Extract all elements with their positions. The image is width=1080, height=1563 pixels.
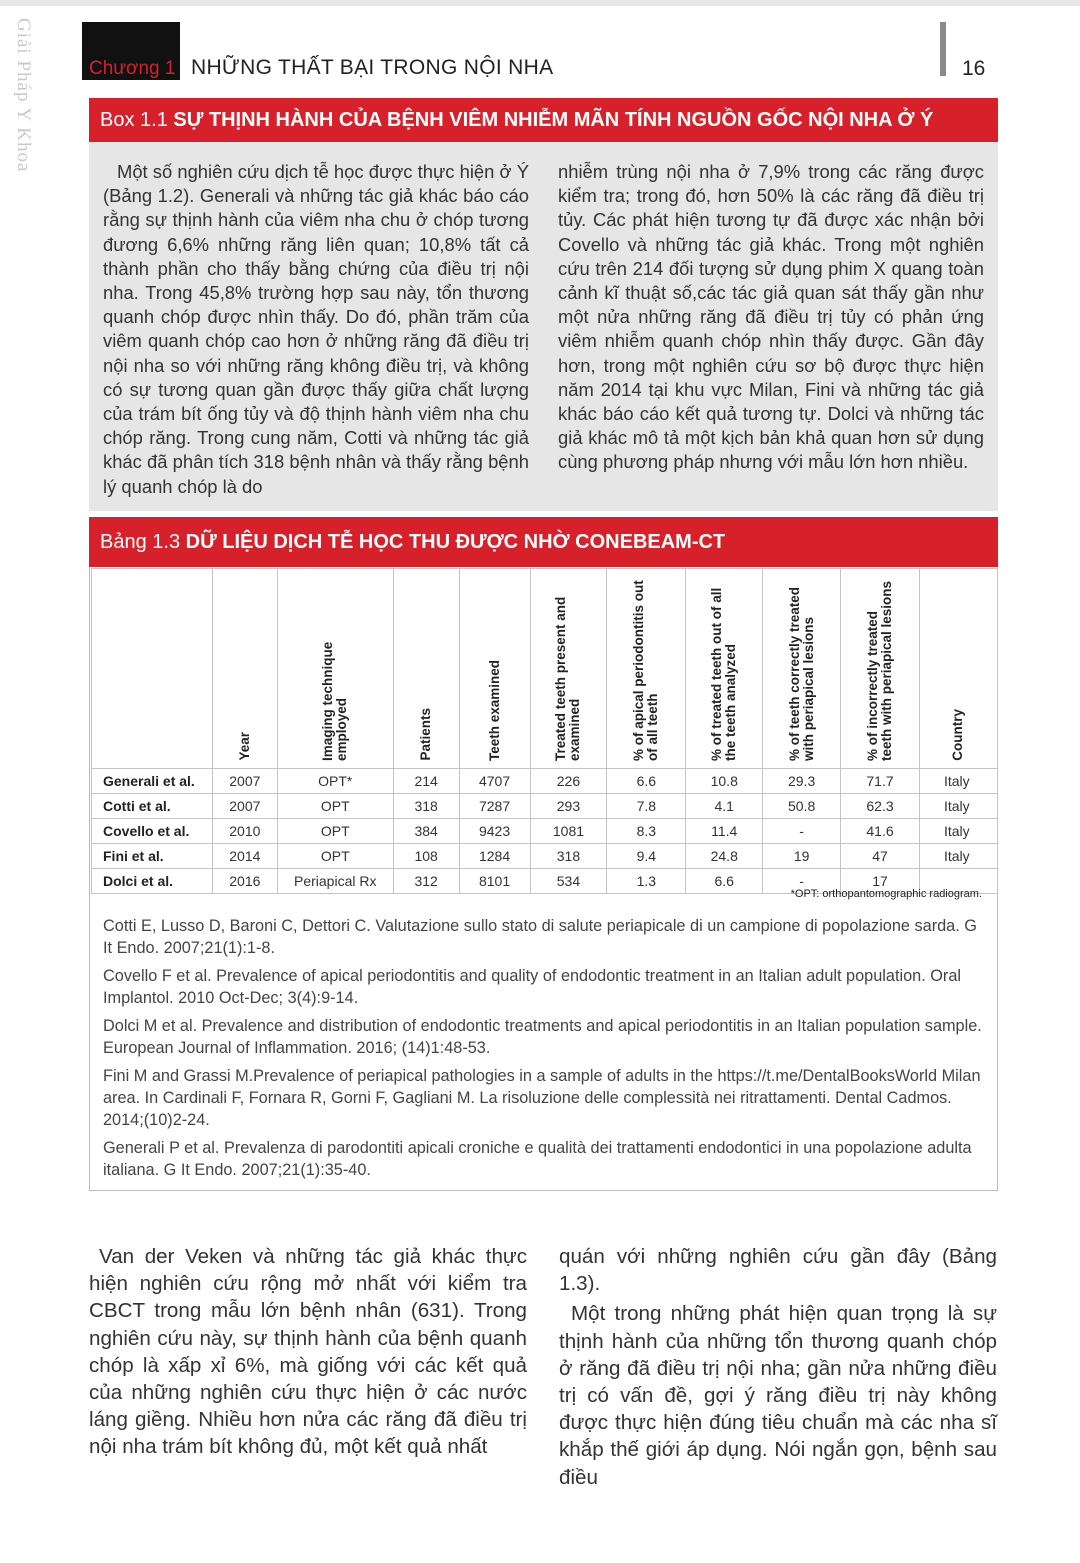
reference-item: Fini M and Grassi M.Prevalence of periapical pathologies in a sample of adults in the https://t.me/DentalBooksWorld Milan area. In Cardinali F, Fornara R, Gorni F, Gagliani M. La risoluzione delle complessità nei ritrattamenti. Dental Cadmos. 2014;(10)2-24. <box>103 1067 981 1129</box>
table-cell: 4.1 <box>686 794 763 819</box>
table-cell: 9423 <box>459 819 530 844</box>
column-header <box>92 569 213 769</box>
table-cell: Generali et al. <box>92 769 213 794</box>
box-text-left: Một số nghiên cứu dịch tễ học được thực hiện ở Ý (Bảng 1.2). Generali và những tác giả khác báo cáo rằng sự thịnh hành của viêm nha chu ở chóp tương đương 6,6% những răng liên quan; 10,8% tất cả thành phần cho thấy bằng chứng của điều trị nội nha. Trong 45,8% trường hợp sau này, tổn thương quanh chóp được nhìn thấy. Do đó, phần trăm của viêm quanh chóp cao hơn ở những răng đã điều trị nội nha so với những răng không điều trị, và không có sự tương quan gần được thấy giữa chất lượng của trám bít ống tủy và độ thịnh hành viêm nha chu chóp răng. Trong cung năm, Cotti và những tác giả khác đã phân tích 318 bệnh nhân và thấy rằng bệnh lý quanh chóp là do <box>103 161 529 497</box>
table-cell: 50.8 <box>763 794 841 819</box>
box-label: Box 1.1 <box>100 109 168 131</box>
table-cell: Italy <box>919 844 997 869</box>
body-text-left <box>89 1243 527 1461</box>
table-cell: 293 <box>530 794 607 819</box>
body-paragraph: Van der Veken và những tác giả khác thực hiện nghiên cứu rộng mở nhất với kiểm tra CBCT trong mẫu lớn bệnh nhân (631). Trong nghiên cứu này, sự thịnh hành của bệnh quanh chóp là xấp xỉ 6%, mà giống với các kết quả của những nghiên cứu thực hiện ở các nước láng giềng. Nhiều hơn nửa các răng đã điều trị nội nha trám bít không đủ, một kết quả nhất <box>89 1245 527 1459</box>
box-header <box>89 98 998 142</box>
table-cell: 318 <box>393 794 459 819</box>
table-cell: 19 <box>763 844 841 869</box>
table-cell: 7287 <box>459 794 530 819</box>
table-cell: 2010 <box>212 819 277 844</box>
page-number: 16 <box>962 57 986 80</box>
table-cell: 384 <box>393 819 459 844</box>
table-cell: 41.6 <box>841 819 920 844</box>
column-header: Teeth examined <box>459 569 530 769</box>
table-cell: 17 <box>841 869 920 894</box>
table-cell: 1.3 <box>607 869 686 894</box>
column-header: Year <box>212 569 277 769</box>
top-strip <box>0 0 1080 6</box>
chapter-title: NHỮNG THẤT BẠI TRONG NỘI NHA <box>191 56 554 79</box>
table-cell: 534 <box>530 869 607 894</box>
chapter-header <box>82 22 1002 80</box>
column-header: % of treated teeth out of all the teeth analyzed <box>686 569 763 769</box>
table-cell: 312 <box>393 869 459 894</box>
table-1-3 <box>89 517 998 1191</box>
table-cell: Italy <box>919 769 997 794</box>
table-cell: OPT* <box>277 769 393 794</box>
table-cell: 47 <box>841 844 920 869</box>
table-cell: 318 <box>530 844 607 869</box>
table-cell: 10.8 <box>686 769 763 794</box>
table-cell: OPT <box>277 819 393 844</box>
box-text-right: nhiễm trùng nội nha ở 7,9% trong các răng được kiểm tra; trong đó, hơn 50% là các răng đã điều trị tủy. Các phát hiện tương tự đã được xác nhận bởi Covello và những tác giả khác. Trong một nghiên cứu trên 214 đối tượng sử dụng phim X quang toàn cảnh kĩ thuật số,các tác giả quan sát thấy gần như một nửa những răng đã điều trị tủy có phản ứng viêm nhiễm quanh chóp nhìn thấy được. Gần đây hơn, trong một nghiên cứu sơ bộ được thực hiện năm 2014 tại khu vực Milan, Fini và những tác giả khác báo cáo kết quả tương tự. Dolci và những tác giả khác mô tả một kịch bản khả quan hơn sử dụng cùng phương pháp nhưng với mẫu lớn hơn nhiều. <box>558 161 984 473</box>
table-cell: 1284 <box>459 844 530 869</box>
reference-item: Dolci M et al. Prevalence and distribution of endodontic treatments and apical periodontitis in an Italian population sample. European Journal of Inflammation. 2016; (14)1:48-53. <box>103 1017 982 1057</box>
reference-item: Covello F et al. Prevalence of apical periodontitis and quality of endodontic treatment in an Italian adult population. Oral Implantol. 2010 Oct-Dec; 3(4):9-14. <box>103 967 962 1007</box>
table-cell: 2016 <box>212 869 277 894</box>
table-cell: Covello et al. <box>92 819 213 844</box>
reference-list <box>103 915 987 1187</box>
body-text-right <box>559 1243 997 1491</box>
column-header: % of incorrectly treated teeth with periapical lesions <box>841 569 920 769</box>
table-label: Bảng 1.3 <box>100 531 181 553</box>
table-cell: 4707 <box>459 769 530 794</box>
column-header: Country <box>919 569 997 769</box>
chapter-label: Chương 1 <box>89 58 176 79</box>
data-table <box>91 568 998 894</box>
table-cell: OPT <box>277 794 393 819</box>
page-divider <box>940 22 946 76</box>
table-cell: Italy <box>919 819 997 844</box>
column-header: Patients <box>393 569 459 769</box>
table-cell: 6.6 <box>607 769 686 794</box>
table-cell: Periapical Rx <box>277 869 393 894</box>
table-cell: Dolci et al. <box>92 869 213 894</box>
table-cell: 8.3 <box>607 819 686 844</box>
table-cell: 1081 <box>530 819 607 844</box>
reference-item: Cotti E, Lusso D, Baroni C, Dettori C. Valutazione sullo stato di salute periapicale di un campione di popolazione sarda. G It Endo. 2007;21(1):1-8. <box>103 917 977 957</box>
table-cell: 71.7 <box>841 769 920 794</box>
table-cell: - <box>763 869 841 894</box>
column-header: Treated teeth present and examined <box>530 569 607 769</box>
table-footnote: *OPT: orthopantomographic radiogram. <box>790 888 982 900</box>
box-1-1 <box>89 98 998 511</box>
reference-item: Generali P et al. Prevalenza di parodontiti apicali croniche e qualità dei trattamenti endodontici in una popolazione adulta italiana. G It Endo. 2007;21(1):35-40. <box>103 1139 972 1179</box>
table-cell: OPT <box>277 844 393 869</box>
table-row <box>92 794 998 819</box>
table-cell: 2007 <box>212 769 277 794</box>
table-cell: 214 <box>393 769 459 794</box>
table-header-row <box>92 569 998 769</box>
body-paragraph: Một trong những phát hiện quan trọng là sự thịnh hành của những tổn thương quanh chóp ở răng đã điều trị nội nha; gần nửa những điều trị có vấn đề, gợi ý răng điều trị này không được thực hiện đúng tiêu chuẩn mà các nha sĩ khắp thế giới áp dụng. Nói ngắn gọn, bệnh sau điều <box>559 1302 997 1489</box>
table-cell: 29.3 <box>763 769 841 794</box>
body-paragraph: quán với những nghiên cứu gần đây (Bảng 1.3). <box>559 1245 997 1296</box>
table-cell: 226 <box>530 769 607 794</box>
table-cell: 2014 <box>212 844 277 869</box>
table-header <box>89 517 998 567</box>
table-cell: 62.3 <box>841 794 920 819</box>
table-cell: Fini et al. <box>92 844 213 869</box>
column-header: % of teeth correctly treated with periapical lesions <box>763 569 841 769</box>
table-cell: 6.6 <box>686 869 763 894</box>
table-cell: - <box>763 819 841 844</box>
table-cell: Cotti et al. <box>92 794 213 819</box>
table-cell: 9.4 <box>607 844 686 869</box>
box-title: SỰ THỊNH HÀNH CỦA BỆNH VIÊM NHIỄM MÃN TÍNH NGUỒN GỐC NỘI NHA Ở Ý <box>173 109 934 131</box>
column-header: Imaging technique employed <box>277 569 393 769</box>
table-cell: Italy <box>919 794 997 819</box>
table-row <box>92 769 998 794</box>
table-row <box>92 844 998 869</box>
table-cell: 2007 <box>212 794 277 819</box>
table-cell: 108 <box>393 844 459 869</box>
table-cell: 24.8 <box>686 844 763 869</box>
table-cell: 11.4 <box>686 819 763 844</box>
column-header: % of apical periodontitis out of all teeth <box>607 569 686 769</box>
side-watermark: Giải Pháp Y Khoa <box>13 18 34 173</box>
table-cell: 7.8 <box>607 794 686 819</box>
table-cell: 8101 <box>459 869 530 894</box>
table-title: DỮ LIỆU DỊCH TỄ HỌC THU ĐƯỢC NHỜ CONEBEAM-CT <box>185 531 726 553</box>
table-row <box>92 819 998 844</box>
